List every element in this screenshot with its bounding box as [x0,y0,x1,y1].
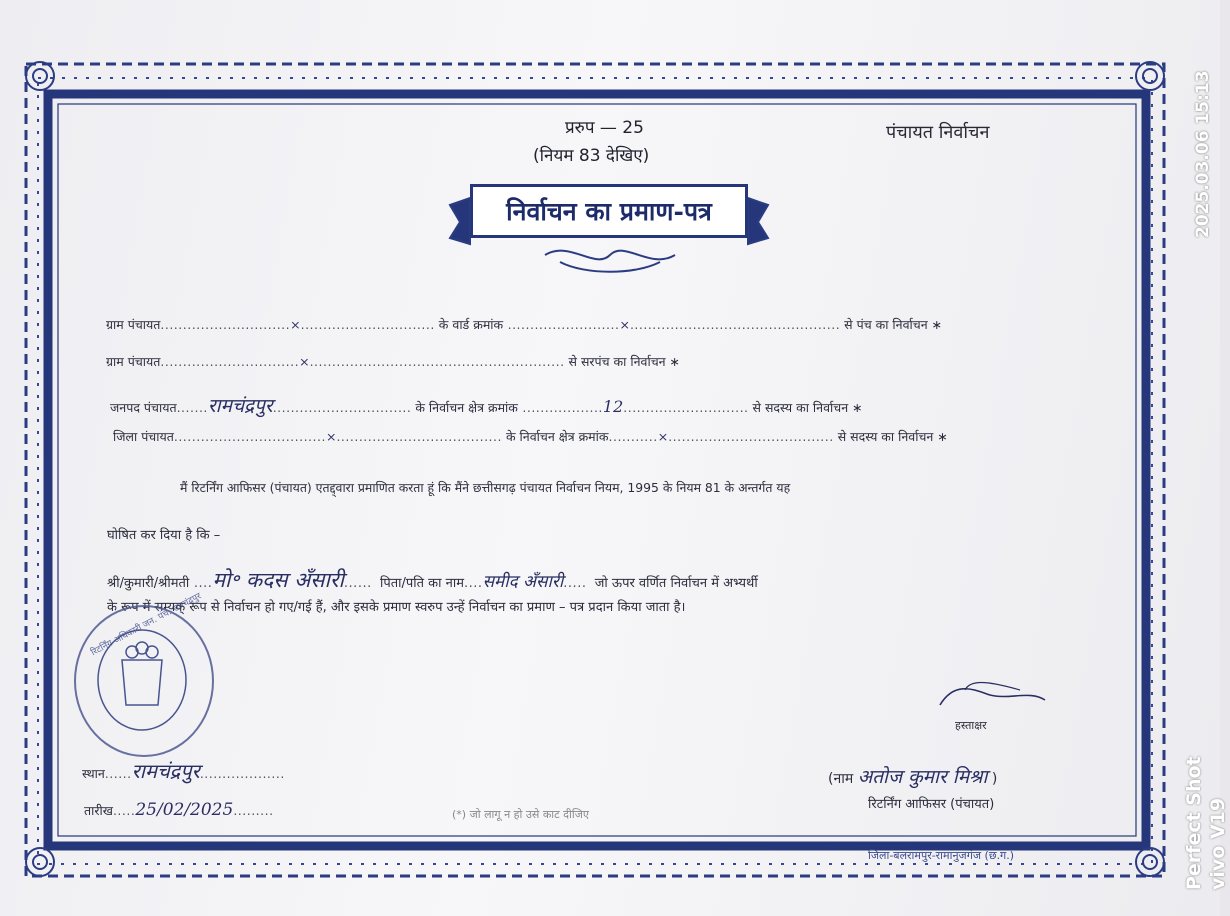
row1-value: × [290,317,301,332]
office-stamp: जिला-बलरामपुर-रामानुजगंज (छ.ग.) [868,849,1015,862]
line3-end: जो ऊपर वर्णित निर्वाचन में अभ्यर्थी [594,576,758,591]
camera-device: vivo V19 [1207,797,1229,890]
father-label: पिता/पति का नाम [379,576,465,591]
title-text: निर्वाचन का प्रमाण-पत्र [506,197,712,226]
name-label: श्री/कुमारी/श्रीमती [107,576,190,591]
row3-value2: 12 [602,397,624,416]
date-value: 25/02/2025 [135,800,234,820]
date-label: तारीख [84,803,113,818]
place-value: रामचंद्रपुर [131,759,200,783]
field-row-4: जिला पंचायत..................................×..................................... के निर्वाचन क्षेत्र क्रमांक...........×..................................... से सदस्य का निर्वाचन ∗ [113,429,948,444]
seal-text: रिटर्निंग अधिकारी जन. पंच. रामचंद्रपुर [89,591,204,659]
photo-datetime: 2025.03.06 15:13 [1193,70,1213,238]
place-row: स्थान......रामचंद्रपुर................... [82,759,285,783]
row2-end: से सरपंच का निर्वाचन ∗ [568,354,681,369]
row3-mid: के निर्वाचन क्षेत्र क्रमांक [415,400,518,415]
row4-value2: × [657,429,669,444]
field-row-3: जनपद पंचायत.......रामचंद्रपुर............................... के निर्वाचन क्षेत्र क्रमांक ..................12............................ से सदस्य का निर्वाचन ∗ [110,395,863,417]
designation: रिटर्निंग आफिसर (पंचायत) [868,797,995,812]
row1-value2: × [619,317,630,332]
name-close: ) [991,771,998,787]
row3-end: से सदस्य का निर्वाचन ∗ [752,400,863,415]
rule-reference: (नियम 83 देखिए) [533,146,650,166]
official-seal [74,591,214,757]
field-row-2: ग्राम पंचायत...............................×......................................................... से सरपंच का निर्वाचन ∗ [106,354,681,369]
name-open: (नाम [828,771,854,787]
candidate-name: मो॰ कदस अँसारी [212,568,344,592]
signature-label: हस्ताक्षर [955,719,987,732]
row2-value: × [299,354,310,369]
declaration-line-4: के रूप में सम्यक् रूप से निर्वाचन हो गए/गई हैं, और इसके प्रमाण स्वरुप उन्हें निर्वाचन का प्रमाण – पत्र प्रदान किया जाता है। [107,600,686,615]
camera-mode: Perfect Shot [1183,756,1205,890]
row3-label: जनपद पंचायत [110,400,177,415]
strike-note: (*) जो लागू न हो उसे काट दीजिए [452,808,589,821]
camera-watermark [1182,756,1230,890]
row1-mid: के वार्ड क्रमांक [438,317,504,332]
row3-value: रामचंद्रपुर [207,395,273,417]
declaration-line-2: घोषित कर दिया है कि – [107,528,221,543]
row4-mid: के निर्वाचन क्षेत्र क्रमांक [505,429,609,444]
officer-name: अतोज कुमार मिश्रा [857,766,988,788]
row4-label: जिला पंचायत [113,429,174,444]
row4-end: से सदस्य का निर्वाचन ∗ [837,429,948,444]
officer-name-row [828,763,997,789]
father-name: समीद अँसारी [482,572,564,592]
date-row: तारीख.....25/02/2025......... [84,800,274,820]
row4-value: × [325,429,337,444]
declaration-line-3: श्री/कुमारी/श्रीमती ....मो॰ कदस अँसारी...... पिता/पति का नाम....समीद अँसारी..... जो ऊपर वर्णित निर्वाचन में अभ्यर्थी [107,568,758,592]
row1-label: ग्राम पंचायत [106,317,161,332]
form-code: प्ररुप — 25 [565,118,644,138]
place-label: स्थान [82,766,105,781]
declaration-line-1: मैं रिटर्निंग आफिसर (पंचायत) एतद्द्वारा प्रमाणित करता हूं कि मैंने छत्तीसगढ़ पंचायत निर्वाचन नियम, 1995 के नियम 81 के अन्तर्गत यह [180,480,791,495]
row2-label: ग्राम पंचायत [106,354,161,369]
election-type: पंचायत निर्वाचन [886,122,990,143]
field-row-1: ग्राम पंचायत.............................×.............................. के वार्ड क्रमांक .........................×............................................... से पंच का निर्वाचन ∗ [106,317,943,332]
certificate-title [470,184,748,238]
row1-end: से पंच का निर्वाचन ∗ [844,317,943,332]
